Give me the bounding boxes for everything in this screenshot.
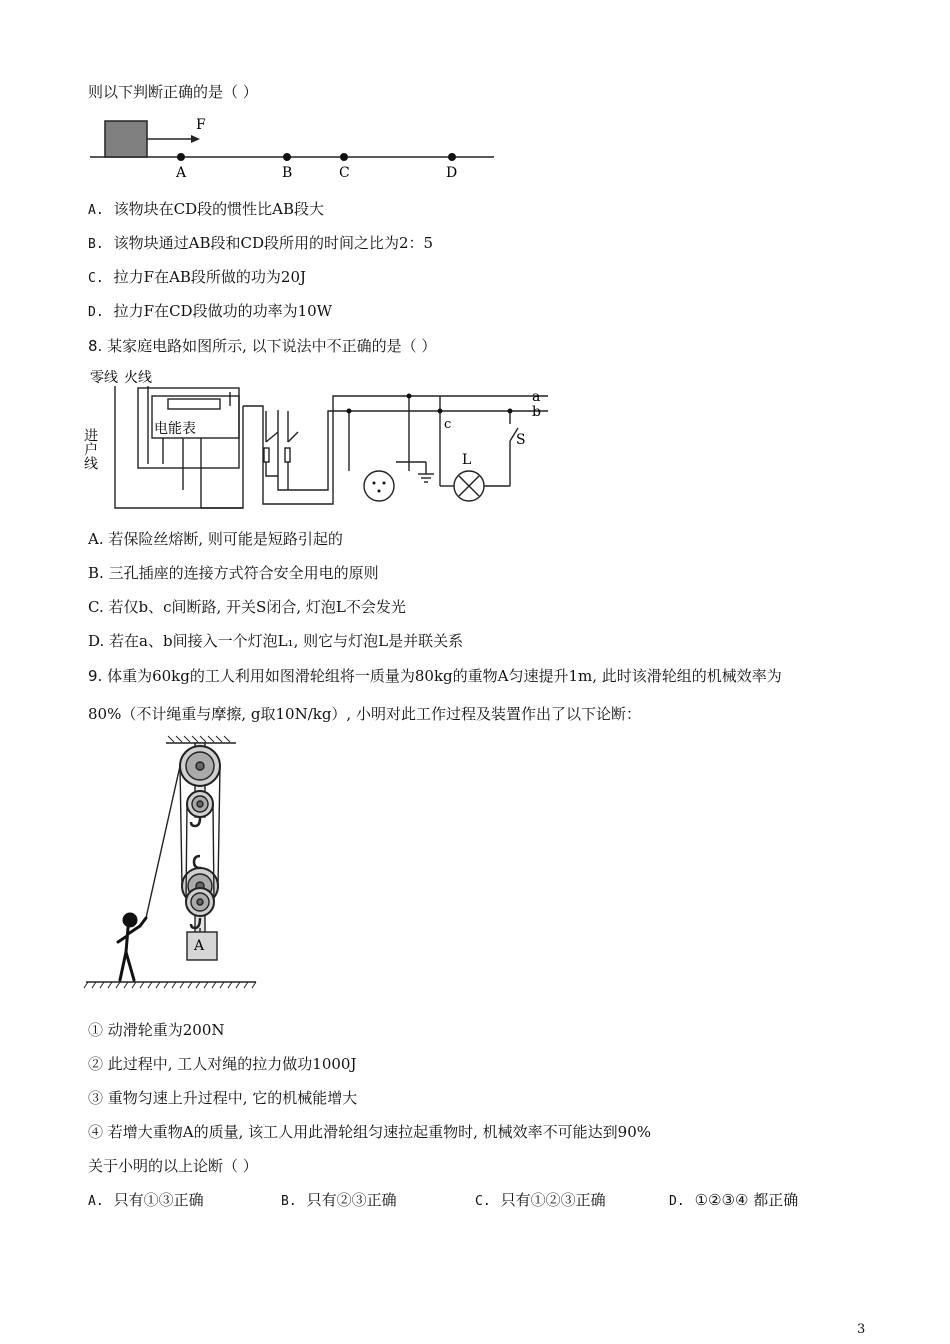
q7-option-d: D. 拉力F在CD段做功的功率为10W [88, 302, 333, 320]
q9-statement-2: ② 此过程中, 工人对绳的拉力做功1000J [88, 1055, 357, 1073]
q9-statement-1: ① 动滑轮重为200N [88, 1021, 225, 1039]
q7-figure [88, 112, 498, 182]
force-label: F [196, 117, 206, 133]
q9-choice-b: B. 只有②③正确 [281, 1191, 397, 1209]
fuse-left [264, 448, 269, 462]
point-d: D [446, 165, 458, 181]
q8-option-a: A. 若保险丝熔断, 则可能是短路引起的 [88, 530, 343, 548]
q9-choice-d: D. ①②③④ 都正确 [669, 1191, 799, 1209]
live-label: 火线 [124, 370, 152, 386]
q9-stem-line2: 80%（不计绳重与摩擦, g取10N/kg）, 小明对此工作过程及装置作出了以下论断： [88, 705, 641, 723]
incoming-line-label: 进户线 [82, 428, 98, 470]
q7-option-b: B. 该物块通过AB段和CD段所用的时间之比为2：5 [88, 234, 434, 252]
meter-label: 电能表 [154, 421, 196, 437]
block [105, 121, 147, 157]
weight-label: A [194, 938, 205, 954]
label-c: c [444, 417, 452, 432]
socket [364, 471, 394, 501]
label-l: L [462, 452, 472, 468]
point-a: A [176, 165, 187, 181]
q9-stem-line1: 9. 体重为60kg的工人利用如图滑轮组将一质量为80kg的重物A匀速提升1m, 此时该滑轮组的机械效率为 [88, 667, 782, 685]
page-number: 3 [857, 1322, 866, 1337]
neutral-label: 零线 [90, 370, 118, 386]
point-b: B [282, 165, 293, 181]
q8-option-c: C. 若仅b、c间断路, 开关S闭合, 灯泡L不会发光 [88, 598, 406, 616]
fuse-right [285, 448, 290, 462]
q8-option-b: B. 三孔插座的连接方式符合安全用电的原则 [88, 564, 379, 582]
q7-option-a: A. 该物块在CD段的惯性比AB段大 [88, 200, 325, 218]
q8-circuit-figure [82, 366, 548, 516]
label-a: a [532, 389, 541, 405]
q9-statement-4: ④ 若增大重物A的质量, 该工人用此滑轮组匀速拉起重物时, 机械效率不可能达到90% [88, 1123, 652, 1141]
q9-statement-3: ③ 重物匀速上升过程中, 它的机械能增大 [88, 1089, 358, 1107]
q9-question: 关于小明的以上论断（ ） [88, 1157, 258, 1175]
q9-choice-a: A. 只有①③正确 [88, 1191, 204, 1209]
q9-pulley-figure [84, 736, 264, 996]
q8-stem: 8. 某家庭电路如图所示, 以下说法中不正确的是（ ） [88, 337, 437, 355]
label-b: b [532, 404, 541, 420]
q7-stem: 则以下判断正确的是（ ） [88, 83, 258, 101]
label-s: S [516, 432, 526, 448]
point-c: C [339, 165, 350, 181]
q8-option-d: D. 若在a、b间接入一个灯泡L₁, 则它与灯泡L是并联关系 [88, 632, 464, 650]
q9-choice-c: C. 只有①②③正确 [475, 1191, 606, 1209]
q7-option-c: C. 拉力F在AB段所做的功为20J [88, 268, 307, 286]
worker-figure [118, 914, 146, 980]
